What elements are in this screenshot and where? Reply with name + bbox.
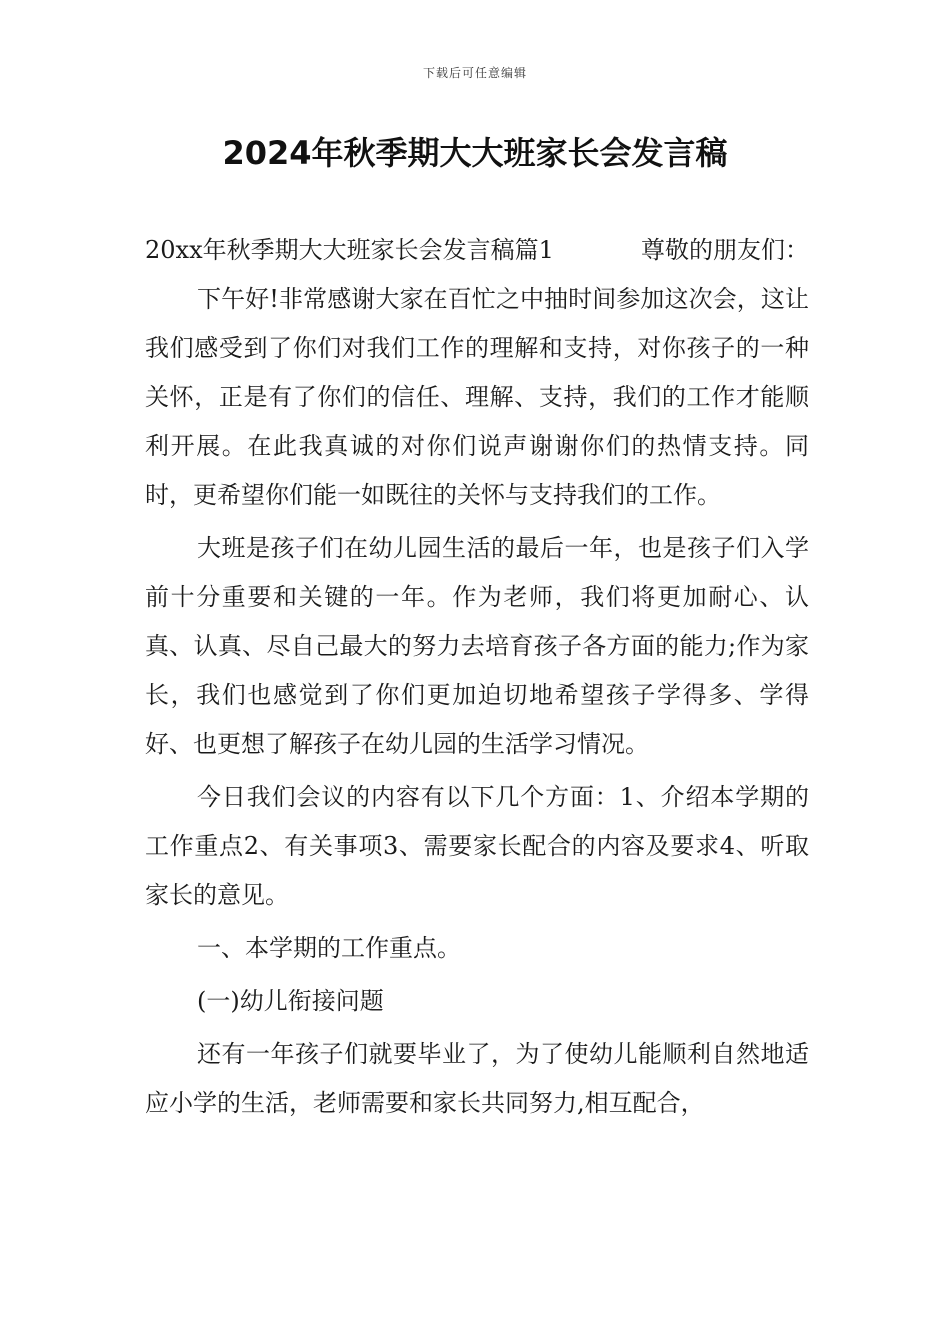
document-body (145, 226, 809, 1128)
paragraph-3: 今日我们会议的内容有以下几个方面：1、介绍本学期的工作重点2、有关事项3、需要家长配合的内容及要求4、听取家长的意见。 (145, 783, 809, 909)
section-heading-1: 一、本学期的工作重点。 (197, 934, 461, 962)
document-subtitle: 20xx年秋季期大大班家长会发言稿篇1 (145, 236, 554, 264)
subtitle-line (145, 226, 809, 275)
salutation: 尊敬的朋友们： (641, 236, 809, 264)
document-title: 2024年秋季期大大班家长会发言稿 (222, 134, 728, 172)
subsection-heading-1: (一)幼儿衔接问题 (197, 987, 384, 1015)
paragraph-4: 还有一年孩子们就要毕业了，为了使幼儿能顺利自然地适应小学的生活，老师需要和家长共同努力,相互配合， (145, 1040, 809, 1117)
header-note: 下载后可任意编辑 (422, 66, 527, 80)
paragraph-2: 大班是孩子们在幼儿园生活的最后一年，也是孩子们入学前十分重要和关键的一年。作为老师，我们将更加耐心、认真、认真、尽自己最大的努力去培育孩子各方面的能力;作为家长，我们也感觉到了你们更加迫切地希望孩子学得多、学得好、也更想了解孩子在幼儿园的生活学习情况。 (145, 534, 809, 758)
paragraph-1: 下午好!非常感谢大家在百忙之中抽时间参加这次会，这让我们感受到了你们对我们工作的理解和支持，对你孩子的一种关怀，正是有了你们的信任、理解、支持，我们的工作才能顺利开展。在此我真诚的对你们说声谢谢你们的热情支持。同时，更希望你们能一如既往的关怀与支持我们的工作。 (145, 285, 809, 509)
